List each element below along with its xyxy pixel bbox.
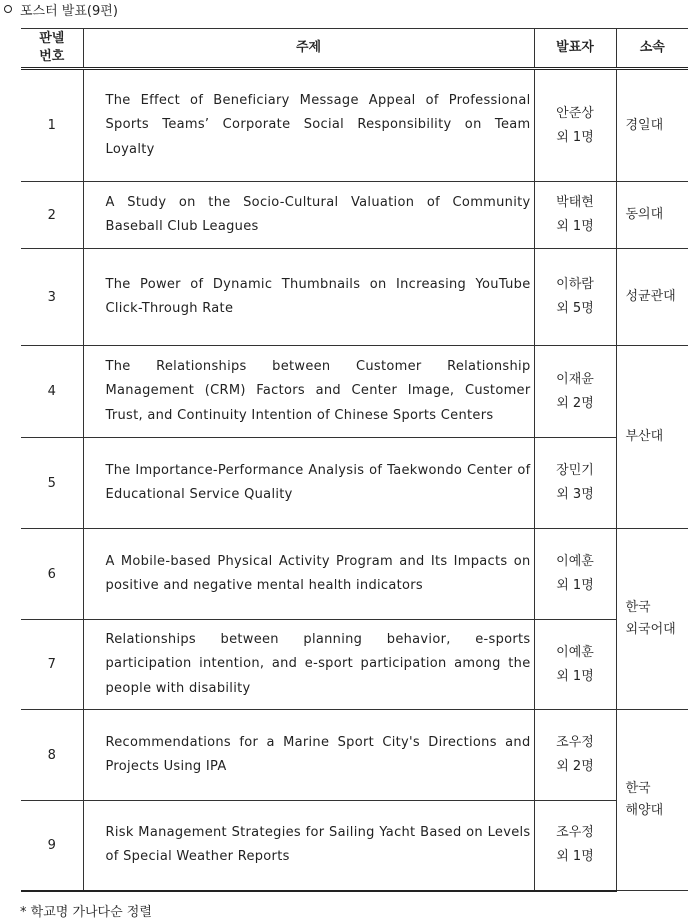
header-number: 판넬 번호 — [21, 29, 83, 69]
row-presenter: 이예훈 외 1명 — [534, 529, 616, 620]
row-number: 8 — [21, 710, 83, 801]
section-heading — [4, 0, 118, 18]
row-topic: The Relationships between Customer Relationship Management (CRM) Factors and Center Image, Customer Trust, and Continuity Intention of Chinese Sports Centers — [83, 346, 534, 438]
row-number: 3 — [21, 249, 83, 346]
circle-bullet-icon — [4, 5, 12, 13]
row-affiliation: 동의대 — [616, 182, 688, 249]
footnote: * 학교명 가나다순 정렬 — [20, 905, 152, 920]
row-affiliation: 한국 외국어대 — [616, 529, 688, 710]
header-affiliation: 소속 — [616, 29, 688, 69]
row-topic: Relationships between planning behavior, e-sports participation intention, and e-sport participation among the people with disability — [83, 620, 534, 710]
row-number: 4 — [21, 346, 83, 438]
row-presenter: 이예훈 외 1명 — [534, 620, 616, 710]
table-row — [21, 182, 688, 249]
row-topic: The Power of Dynamic Thumbnails on Increasing YouTube Click-Through Rate — [83, 249, 534, 346]
header-presenter: 발표자 — [534, 29, 616, 69]
row-number: 1 — [21, 69, 83, 182]
table-row — [21, 346, 688, 438]
row-affiliation: 경일대 — [616, 69, 688, 182]
row-number: 2 — [21, 182, 83, 249]
row-topic: Risk Management Strategies for Sailing Yacht Based on Levels of Special Weather Reports — [83, 801, 534, 891]
table-header-row — [21, 29, 688, 69]
row-topic: Recommendations for a Marine Sport City's Directions and Projects Using IPA — [83, 710, 534, 801]
table-row — [21, 801, 688, 891]
row-presenter: 장민기 외 3명 — [534, 438, 616, 529]
table-row — [21, 529, 688, 620]
section-heading-text: 포스터 발표(9편) — [20, 3, 118, 19]
row-presenter: 조우정 외 2명 — [534, 710, 616, 801]
table-row — [21, 438, 688, 529]
table-row — [21, 249, 688, 346]
row-presenter: 조우정 외 1명 — [534, 801, 616, 891]
row-topic: The Effect of Beneficiary Message Appeal of Professional Sports Teams’ Corporate Social Responsibility on Team Loyalty — [83, 69, 534, 182]
row-presenter: 박태현 외 1명 — [534, 182, 616, 249]
row-topic: A Study on the Socio-Cultural Valuation of Community Baseball Club Leagues — [83, 182, 534, 249]
row-number: 9 — [21, 801, 83, 891]
row-presenter: 안준상 외 1명 — [534, 69, 616, 182]
poster-table — [21, 28, 688, 892]
row-affiliation: 성균관대 — [616, 249, 688, 346]
row-topic: A Mobile-based Physical Activity Program and Its Impacts on positive and negative mental health indicators — [83, 529, 534, 620]
row-number: 6 — [21, 529, 83, 620]
row-number: 7 — [21, 620, 83, 710]
row-presenter: 이재윤 외 2명 — [534, 346, 616, 438]
row-presenter: 이하람 외 5명 — [534, 249, 616, 346]
header-topic: 주제 — [83, 29, 534, 69]
table-row — [21, 620, 688, 710]
table-row — [21, 69, 688, 182]
row-topic: The Importance-Performance Analysis of Taekwondo Center of Educational Service Quality — [83, 438, 534, 529]
row-affiliation: 부산대 — [616, 346, 688, 529]
row-number: 5 — [21, 438, 83, 529]
row-affiliation: 한국 해양대 — [616, 710, 688, 891]
table-row — [21, 710, 688, 801]
